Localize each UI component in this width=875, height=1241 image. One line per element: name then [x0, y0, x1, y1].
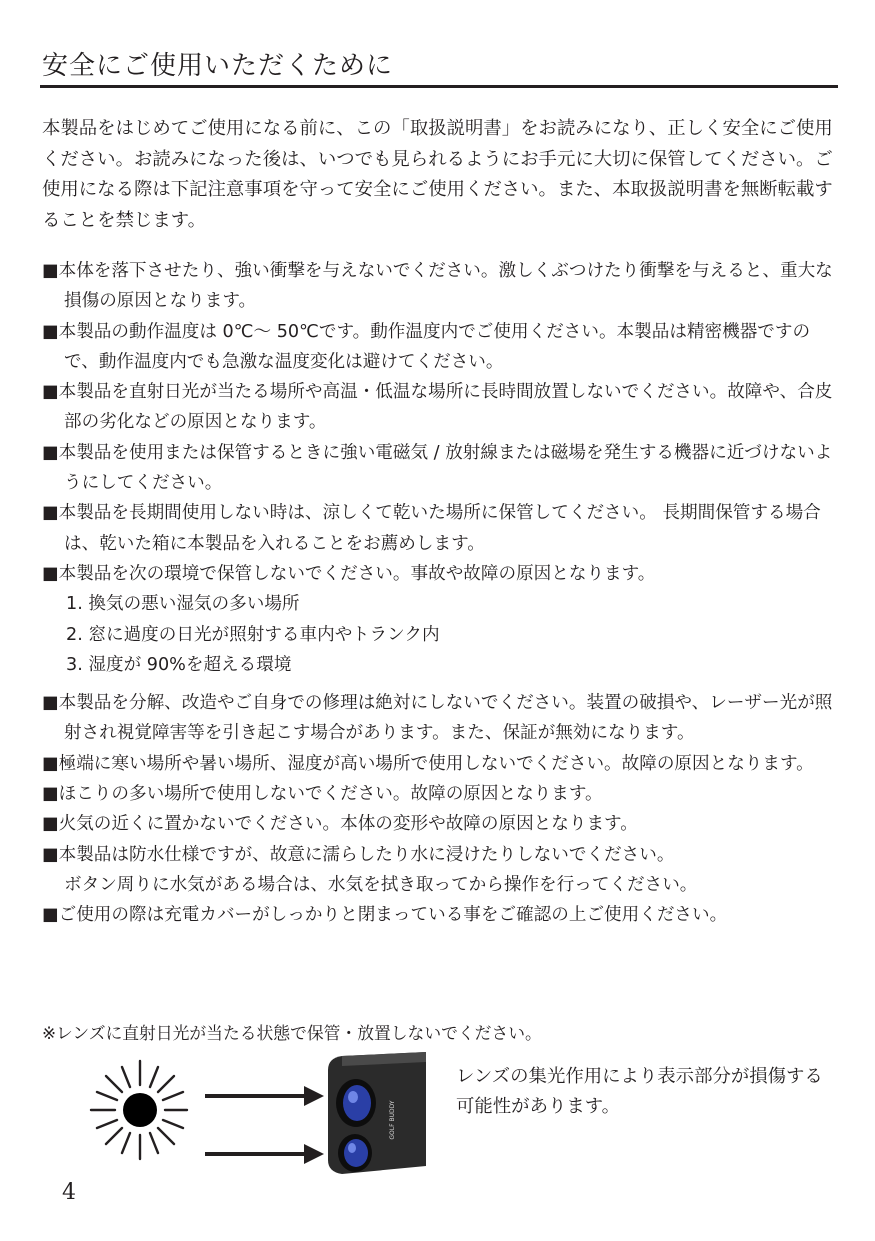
precaution-item: ■火気の近くに置かないでください。本体の変形や故障の原因となります。	[42, 814, 638, 835]
sunlight-lens-diagram	[80, 1048, 440, 1187]
precaution-item: ■本製品を分解、改造やご自身での修理は絶対にしないでください。装置の破損や、レーザー光が照射され視覚障害等を引き起こす場合があります。また、保証が無効になります。	[42, 693, 833, 744]
sun-icon	[91, 1061, 187, 1159]
storage-condition-item: 3. 湿度が 90%を超える環境	[66, 654, 292, 675]
title-underline	[40, 85, 838, 88]
precaution-item: ■ほこりの多い場所で使用しないでください。故障の原因となります。	[42, 784, 603, 805]
device-brand-label: GOLF BUDDY	[389, 1100, 396, 1140]
arrow-icon	[205, 1144, 324, 1164]
precautions-list	[42, 256, 842, 931]
lens-explanation: レンズの集光作用により表示部分が損傷する可能性があります。	[456, 1066, 823, 1117]
storage-condition-item: 2. 窓に過度の日光が照射する車内やトランク内	[66, 624, 440, 645]
arrow-icon	[205, 1086, 324, 1106]
storage-condition-item: 1. 換気の悪い湿気の多い場所	[66, 594, 300, 615]
precaution-item: ■本体を落下させたり、強い衝撃を与えないでください。激しくぶつけたり衝撃を与えると、重大な損傷の原因となります。	[42, 261, 833, 312]
precaution-item: ■極端に寒い場所や暑い場所、湿度が高い場所で使用しないでください。故障の原因となります。	[42, 753, 814, 774]
lens-warning: ※レンズに直射日光が当たる状態で保管・放置しないでください。	[42, 1023, 542, 1043]
precaution-item: ■本製品を次の環境で保管しないでください。事故や故障の原因となります。	[42, 563, 656, 584]
precaution-item: ■本製品を直射日光が当たる場所や高温・低温な場所に長時間放置しないでください。故障や、合皮部の劣化などの原因となります。	[42, 382, 833, 433]
precaution-item: ■ご使用の際は充電カバーがしっかりと閉まっている事をご確認の上ご使用ください。	[42, 905, 728, 926]
precaution-item: ■本製品を使用または保管するときに強い電磁気 / 放射線または磁場を発生する機器に近づけないようにしてください。	[42, 442, 833, 494]
diagram-graphic	[80, 1048, 440, 1183]
precaution-item: ■本製品を長期間使用しない時は、涼しくて乾いた場所に保管してください。 長期間保管する場合は、乾いた箱に本製品を入れることをお薦めします。	[42, 503, 821, 554]
intro-paragraph: 本製品をはじめてご使用になる前に、この「取扱説明書」をお読みになり、正しく安全にご使用ください。お読みになった後は、いつでも見られるようにお手元に大切に保管してください。ご使用になる際は下記注意事項を守って安全にご使用ください。また、本取扱説明書を無断転載することを禁じます。	[42, 118, 833, 231]
rangefinder-device	[328, 1052, 426, 1174]
precaution-item: ■本製品の動作温度は 0℃～ 50℃です。動作温度内でご使用ください。本製品は精密機器ですので、動作温度内でも急激な温度変化は避けてください。	[42, 321, 811, 372]
precaution-item: ■本製品は防水仕様ですが、故意に濡らしたり水に浸けたりしないでください。 ボタン周りに水気がある場合は、水気を拭き取ってから操作を行ってください。	[42, 844, 698, 895]
page-number: 4	[62, 1180, 76, 1205]
page-title: 安全にご使用いただくために	[42, 51, 394, 81]
